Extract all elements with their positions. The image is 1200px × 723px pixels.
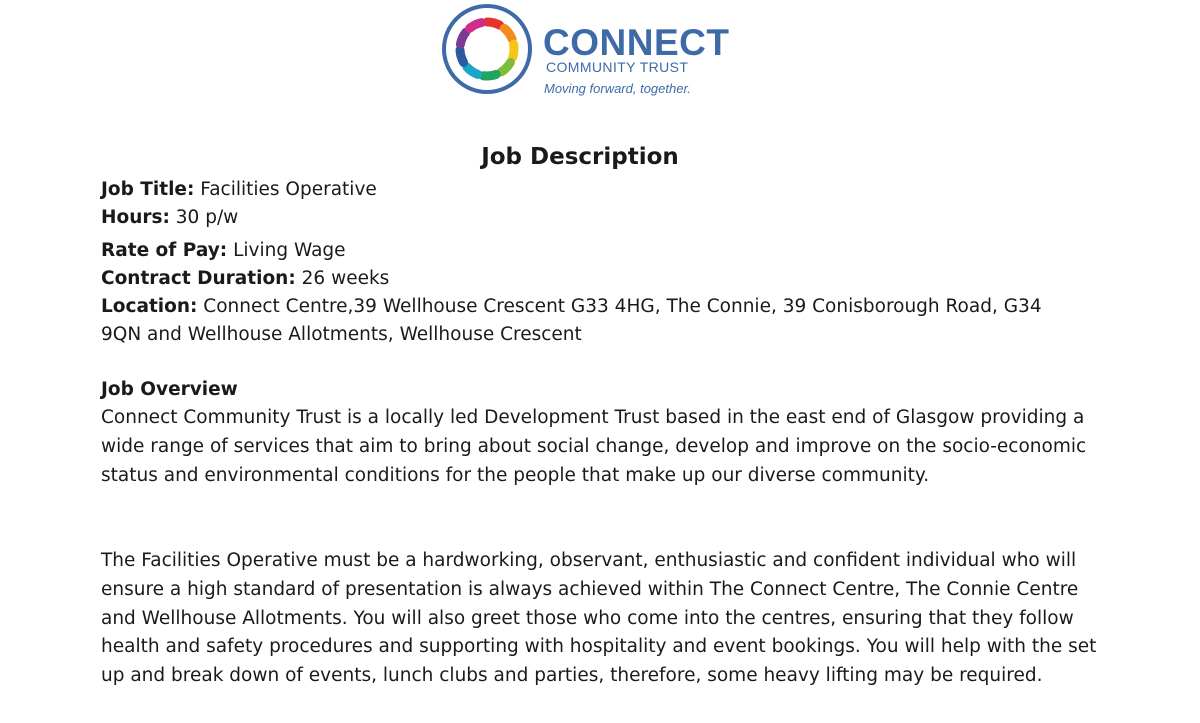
field-contract-duration [101, 265, 389, 293]
logo-ring-segment [513, 44, 514, 57]
logo-motto: Moving forward, together. [544, 81, 691, 96]
logo-ring-segment [467, 67, 478, 74]
connect-logo [440, 2, 740, 98]
field-value: Living Wage [227, 240, 346, 261]
logo-ring-segment [487, 22, 500, 25]
field-label: Location: [101, 296, 198, 317]
overview-paragraph: Connect Community Trust is a locally led Development Trust based in the east end of Glasgow providing a wide range of services that aim to bring about social change, develop and improve on the socio-economic status and environmental conditions for the people that make up our diverse community. [101, 407, 1087, 486]
field-rate-of-pay [101, 237, 346, 265]
field-value: 30 p/w [169, 207, 239, 228]
logo-ring-segment [470, 23, 482, 29]
field-value: Facilities Operative [194, 179, 377, 200]
field-value: 26 weeks [295, 268, 390, 289]
field-label: Hours: [101, 207, 170, 228]
field-label: Job Title: [101, 179, 195, 200]
field-location-continuation: 9QN and Wellhouse Allotments, Wellhouse Crescent [101, 324, 582, 345]
field-label: Contract Duration: [101, 268, 296, 289]
field-location [101, 293, 1042, 321]
field-label: Rate of Pay: [101, 240, 228, 261]
field-job-title [101, 176, 377, 204]
logo-ring-segment [483, 74, 496, 76]
field-hours [101, 204, 238, 232]
logo-brand: CONNECT [543, 22, 730, 63]
document-heading: Job Description [481, 144, 679, 170]
field-value: Connect Centre,39 Wellhouse Crescent G33 4HG, The Connie, 39 Conisborough Road, G34 [197, 296, 1042, 317]
logo-tagline: COMMUNITY TRUST [546, 59, 689, 75]
role-paragraph: The Facilities Operative must be a hardworking, observant, enthusiastic and confident individual who will ensure a high standard of presentation is always achieved within The Connect Centre, The Connie Centre and Wellhouse Allotments. You will also greet those who come into the centres, ensuring that they follow health and safety procedures and supporting with hospitality and event bookings. You will help with the set up and break down of events, lunch clubs and parties, therefore, some heavy lifting may be required. [101, 550, 1097, 687]
logo-ring-segment [460, 50, 464, 63]
connect-ring-icon [440, 2, 534, 96]
logo-ring-segment [501, 63, 510, 72]
logo-ring-segment [460, 32, 465, 44]
overview-heading: Job Overview [101, 379, 238, 400]
logo-ring-segment [504, 28, 512, 39]
